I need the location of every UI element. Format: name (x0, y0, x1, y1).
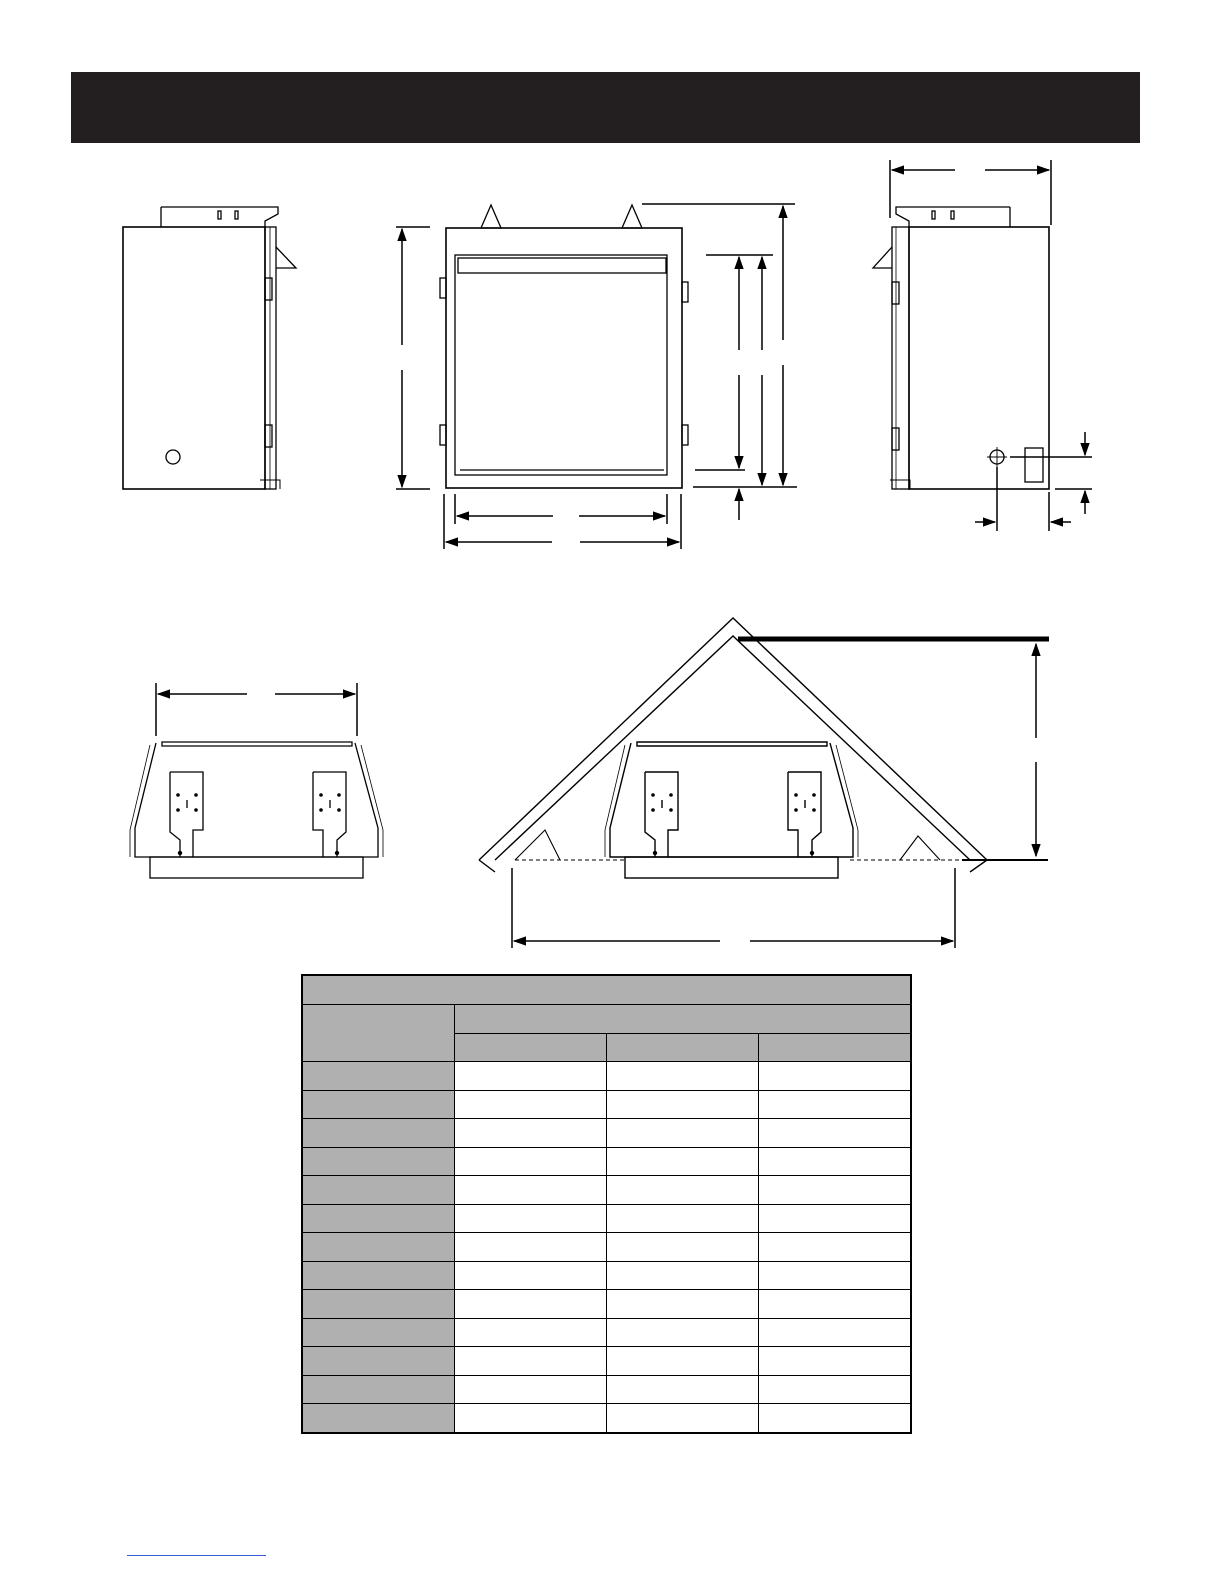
table-cell (606, 1290, 758, 1319)
right-side-view (873, 207, 1049, 489)
table-row (302, 1404, 911, 1433)
table-cell (758, 1290, 911, 1319)
left-side-view (123, 207, 296, 489)
table-cell (606, 1119, 758, 1148)
table-cell (606, 1233, 758, 1262)
table-title (302, 975, 911, 1005)
table-row-label (302, 1147, 454, 1176)
table-row (302, 1062, 911, 1091)
table-cell (758, 1347, 911, 1376)
table-column-header (454, 1033, 606, 1062)
table-cell (454, 1119, 606, 1148)
table-cell (758, 1233, 911, 1262)
top-view-dimension-lines (156, 683, 357, 736)
table-cell (454, 1318, 606, 1347)
table-row (302, 1090, 911, 1119)
table-row (302, 1347, 911, 1376)
front-view-dimension-lines (396, 204, 797, 549)
table-column-header (606, 1033, 758, 1062)
table-cell (758, 1147, 911, 1176)
table-row (302, 1261, 911, 1290)
corner-enclosure-dimension-lines (512, 639, 1049, 948)
table-row (302, 1318, 911, 1347)
table-row-label (302, 1176, 454, 1205)
table-column-header (758, 1033, 911, 1062)
table-row-label (302, 1404, 454, 1433)
table-cell (454, 1062, 606, 1091)
table-cell (454, 1090, 606, 1119)
table-cell (454, 1347, 606, 1376)
table-row-label (302, 1347, 454, 1376)
table-row-label (302, 1090, 454, 1119)
table-row-label (302, 1318, 454, 1347)
table-row (302, 1204, 911, 1233)
table-row-label (302, 1290, 454, 1319)
table-cell (606, 1062, 758, 1091)
table-row-label (302, 1204, 454, 1233)
table-cell (758, 1375, 911, 1404)
table-row-label (302, 1375, 454, 1404)
table-cell (454, 1176, 606, 1205)
table-cell (758, 1090, 911, 1119)
table-cell (454, 1290, 606, 1319)
table-cell (606, 1090, 758, 1119)
table-cell (758, 1404, 911, 1433)
table-row (302, 1147, 911, 1176)
table-row-header (302, 1005, 454, 1062)
right-side-view-dimension-lines (890, 160, 1092, 531)
table-row (302, 1119, 911, 1148)
table-cell (758, 1204, 911, 1233)
table-cell (758, 1176, 911, 1205)
table-cell (606, 1347, 758, 1376)
footer-link[interactable] (127, 1555, 266, 1556)
table-row (302, 1290, 911, 1319)
table-cell (606, 1404, 758, 1433)
table-cell (606, 1261, 758, 1290)
front-view (440, 205, 688, 488)
table-row (302, 1176, 911, 1205)
table-row-label (302, 1119, 454, 1148)
corner-enclosure-view (479, 618, 987, 878)
table-row-label (302, 1233, 454, 1262)
table-cell (758, 1261, 911, 1290)
dimensions-table (301, 974, 912, 1434)
table-cell (758, 1062, 911, 1091)
table-cell (606, 1147, 758, 1176)
table-cell (454, 1404, 606, 1433)
table-row (302, 1375, 911, 1404)
table-cell (606, 1375, 758, 1404)
table-row-label (302, 1062, 454, 1091)
table-cell (758, 1318, 911, 1347)
table-group-header (454, 1005, 911, 1034)
top-view (130, 742, 383, 878)
table-cell (606, 1318, 758, 1347)
table-row-label (302, 1261, 454, 1290)
table-row (302, 1233, 911, 1262)
table-cell (758, 1119, 911, 1148)
table-cell (454, 1233, 606, 1262)
table-cell (606, 1204, 758, 1233)
table-cell (454, 1204, 606, 1233)
table-cell (606, 1176, 758, 1205)
table-cell (454, 1261, 606, 1290)
table-cell (454, 1147, 606, 1176)
table-cell (454, 1375, 606, 1404)
